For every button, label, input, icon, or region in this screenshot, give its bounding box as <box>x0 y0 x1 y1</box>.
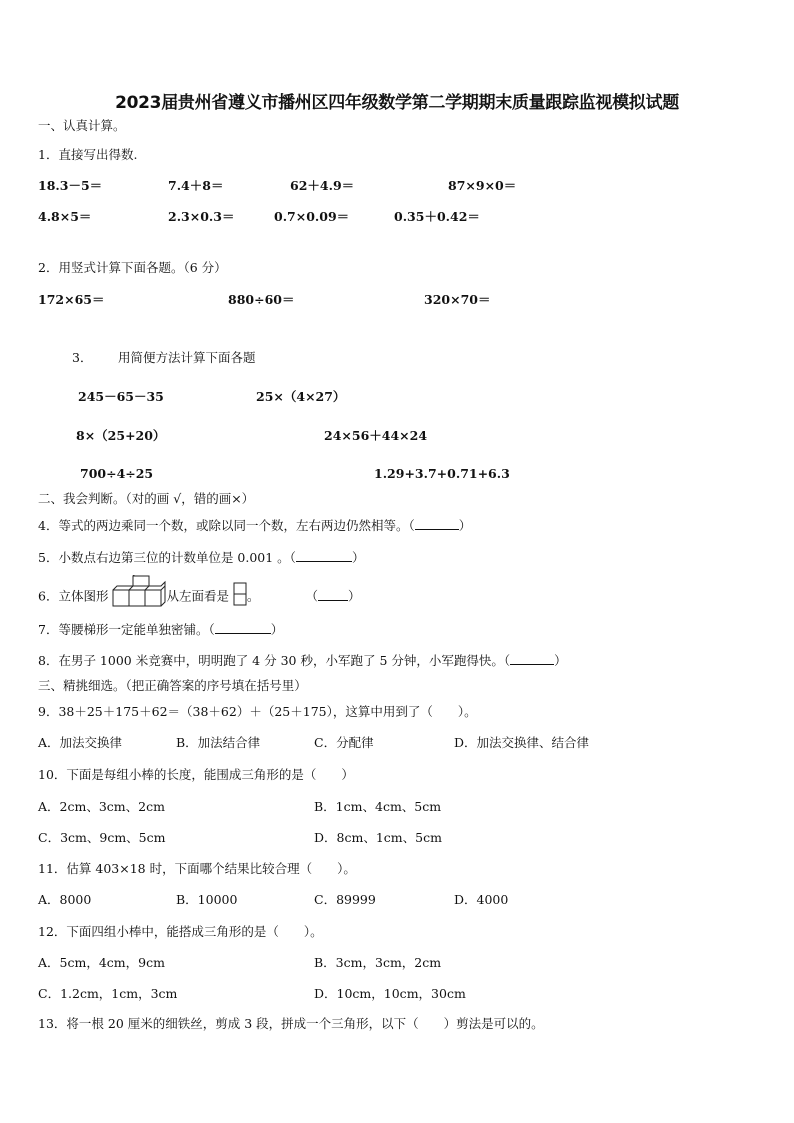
page-title: 2023届贵州省遵义市播州区四年级数学第二学期期末质量跟踪监视模拟试题 <box>115 93 679 113</box>
section-heading-1: 一、认真计算。 <box>38 118 126 133</box>
question-3-label: 用简便方法计算下面各题 <box>118 350 256 365</box>
question-4 <box>38 517 471 534</box>
calc-item: 320×70＝ <box>424 292 491 307</box>
section-heading-3: 三、精挑细选。（把正确答案的序号填在括号里） <box>38 678 307 693</box>
question-6-mid: 从左面看是 <box>166 588 229 604</box>
calc-item: 18.3－5＝ <box>38 178 103 193</box>
option-b[interactable]: B．10000 <box>176 892 238 907</box>
calc-item: 0.35＋0.42＝ <box>394 209 480 224</box>
calc-item: 25×（4×27） <box>256 389 346 404</box>
answer-blank[interactable] <box>296 549 352 562</box>
section-heading-2: 二、我会判断。（对的画 √，错的画×） <box>38 491 255 506</box>
question-9-text: 9．38＋25＋175＋62＝（38＋62）＋（25＋175），这算中用到了（ ）。 <box>38 704 477 719</box>
question-12-text: 12．下面四组小棒中，能搭成三角形的是（ ）。 <box>38 924 323 939</box>
question-3-number: 3． <box>72 350 93 365</box>
close-paren: ） <box>351 550 365 565</box>
calc-item: 8×（25+20） <box>76 428 166 443</box>
option-d[interactable]: D．10cm，10cm，30cm <box>314 986 466 1001</box>
calc-item: 62＋4.9＝ <box>290 178 355 193</box>
option-a[interactable]: A．5cm，4cm，9cm <box>38 955 165 970</box>
option-c[interactable]: C．3cm、9cm、5cm <box>38 830 166 845</box>
calc-item: 24×56＋44×24 <box>324 428 428 443</box>
question-5-text: 5．小数点右边第三位的计数单位是 0.001 。（ <box>38 550 296 565</box>
option-a[interactable]: A．加法交换律 <box>38 735 123 750</box>
question-6-post: 。 <box>246 588 260 604</box>
option-d[interactable]: D．4000 <box>454 892 509 907</box>
calc-item: 2.3×0.3＝ <box>168 209 235 224</box>
close-paren: ） <box>554 653 567 668</box>
close-paren: ） <box>270 622 284 637</box>
calc-item: 700÷4÷25 <box>80 466 154 481</box>
question-13-text: 13．将一根 20 厘米的细铁丝，剪成 3 段，拼成一个三角形，以下（ ）剪法是可以的。 <box>38 1016 544 1031</box>
calc-item: 245－65－35 <box>78 389 164 404</box>
option-d[interactable]: D．加法交换律、结合律 <box>454 735 590 750</box>
calc-item: 4.8×5＝ <box>38 209 92 224</box>
calc-item: 7.4＋8＝ <box>168 178 224 193</box>
option-c[interactable]: C．1.2cm，1cm，3cm <box>38 986 178 1001</box>
answer-blank[interactable] <box>510 652 554 665</box>
calc-item: 880÷60＝ <box>228 292 295 307</box>
question-8-text: 8．在男子 1000 米竞赛中，明明跑了 4 分 30 秒，小军跑了 5 分钟，小军跑得快。（ <box>38 653 511 668</box>
calc-item: 0.7×0.09＝ <box>274 209 350 224</box>
close-paren: ） <box>458 518 472 533</box>
calc-item: 172×65＝ <box>38 292 105 307</box>
option-c[interactable]: C．89999 <box>314 892 376 907</box>
question-11-text: 11．估算 403×18 时，下面哪个结果比较合理（ ）。 <box>38 861 356 876</box>
question-4-text: 4．等式的两边乘同一个数，或除以同一个数，左右两边仍然相等。（ <box>38 518 415 533</box>
calc-item: 87×9×0＝ <box>448 178 517 193</box>
option-d[interactable]: D．8cm、1cm、5cm <box>314 830 442 845</box>
left-view-figure-icon <box>233 582 247 606</box>
option-b[interactable]: B．加法结合律 <box>176 735 261 750</box>
question-5 <box>38 549 364 566</box>
option-c[interactable]: C．分配律 <box>314 735 374 750</box>
question-2-label: 2．用竖式计算下面各题。（6 分） <box>38 260 227 275</box>
question-8 <box>38 652 567 669</box>
option-a[interactable]: A．8000 <box>38 892 92 907</box>
close-paren: ） <box>347 588 361 604</box>
question-1-label: 1．直接写出得数. <box>38 147 138 162</box>
question-7 <box>38 621 283 638</box>
answer-blank[interactable] <box>318 588 348 601</box>
cube-solid-figure-icon <box>112 575 166 609</box>
calc-item: 1.29+3.7+0.71+6.3 <box>374 466 510 481</box>
option-b[interactable]: B．1cm、4cm、5cm <box>314 799 442 814</box>
option-a[interactable]: A．2cm、3cm、2cm <box>38 799 165 814</box>
question-7-text: 7．等腰梯形一定能单独密铺。（ <box>38 622 215 637</box>
answer-blank[interactable] <box>415 517 459 530</box>
question-6 <box>38 585 360 609</box>
question-6-pre: 6．立体图形 <box>38 588 109 604</box>
answer-blank[interactable] <box>215 621 271 634</box>
option-b[interactable]: B．3cm，3cm，2cm <box>314 955 442 970</box>
question-10-text: 10．下面是每组小棒的长度，能围成三角形的是（ ） <box>38 767 354 782</box>
open-paren: （ <box>305 588 318 604</box>
